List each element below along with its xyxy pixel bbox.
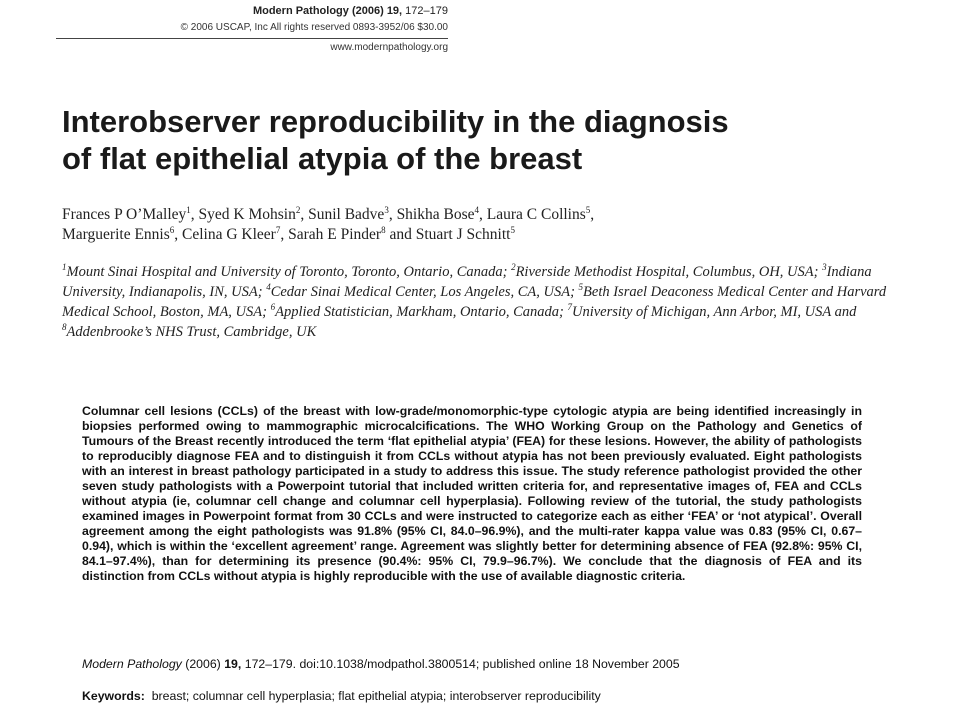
citation-year: (2006) bbox=[185, 657, 221, 671]
affiliation-number: 8 bbox=[62, 322, 67, 333]
author-name: Celina G Kleer bbox=[182, 226, 276, 243]
article-title-line-1: Interobserver reproducibility in the diagnosis bbox=[62, 104, 729, 139]
keywords-line bbox=[82, 689, 601, 704]
author-name: Shikha Bose bbox=[396, 206, 475, 223]
author-name: Stuart J Schnitt bbox=[415, 226, 511, 243]
keywords-list: breast; columnar cell hyperplasia; flat epithelial atypia; interobserver reproducibility bbox=[151, 689, 601, 703]
author-separator: and bbox=[385, 226, 416, 243]
author-name: Marguerite Ennis bbox=[62, 226, 170, 243]
affiliation-number: 1 bbox=[62, 262, 67, 273]
affiliation-text: Addenbrooke’s NHS Trust, Cambridge, UK bbox=[66, 324, 317, 340]
author-separator: , bbox=[590, 206, 595, 223]
article-title-line-2: of flat epithelial atypia of the breast bbox=[62, 141, 583, 176]
author-affiliation-marker: 7 bbox=[275, 224, 281, 235]
header-divider bbox=[56, 38, 448, 39]
author-separator: , bbox=[174, 226, 183, 243]
affiliation-text: Applied Statistician, Markham, Ontario, Canada; bbox=[275, 304, 568, 320]
article-title bbox=[62, 103, 922, 177]
affiliation-text: Riverside Methodist Hospital, Columbus, OH, USA; bbox=[515, 264, 823, 280]
author-affiliation-marker: 2 bbox=[295, 204, 301, 215]
author-name: Sunil Badve bbox=[308, 206, 385, 223]
citation-details: 172–179. doi:10.1038/modpathol.3800514; published online 18 November 2005 bbox=[244, 657, 680, 671]
affiliation-number: 7 bbox=[567, 302, 572, 313]
author-affiliation-marker: 3 bbox=[384, 204, 389, 215]
author-name: Frances P O’Malley bbox=[62, 206, 187, 223]
affiliation-text: Cedar Sinai Medical Center, Los Angeles, CA, USA; bbox=[270, 284, 579, 300]
journal-website: www.modernpathology.org bbox=[330, 42, 448, 53]
author-name: Sarah E Pinder bbox=[288, 226, 382, 243]
author-affiliation-marker: 6 bbox=[169, 224, 175, 235]
author-affiliation-marker: 1 bbox=[186, 204, 191, 215]
journal-name: Modern Pathology bbox=[252, 5, 349, 17]
citation-line bbox=[82, 657, 680, 672]
author-affiliation-marker: 4 bbox=[474, 204, 479, 215]
author-affiliation-marker: 5 bbox=[585, 204, 591, 215]
affiliation-text: Indiana University, Indianapolis, IN, USA; bbox=[62, 264, 872, 300]
author-separator: , bbox=[280, 226, 289, 243]
journal-volume: 19, bbox=[386, 5, 403, 17]
author-name: Syed K Mohsin bbox=[198, 206, 296, 223]
affiliation-number: 2 bbox=[511, 262, 516, 273]
affiliation-number: 6 bbox=[270, 302, 276, 313]
author-affiliation-marker: 8 bbox=[381, 224, 386, 235]
journal-citation-header bbox=[253, 5, 448, 17]
keywords-label: Keywords: bbox=[82, 689, 145, 703]
affiliation-number: 3 bbox=[822, 262, 827, 273]
affiliation-list bbox=[62, 262, 922, 342]
author-affiliation-marker: 5 bbox=[510, 224, 515, 235]
affiliation-number: 5 bbox=[578, 282, 584, 293]
journal-year: (2006) bbox=[351, 5, 384, 17]
author-list bbox=[62, 205, 922, 245]
citation-journal: Modern Pathology bbox=[82, 657, 182, 671]
affiliation-number: 4 bbox=[266, 282, 271, 293]
copyright-line: © 2006 USCAP, Inc All rights reserved 0893-3952/06 $30.00 bbox=[180, 22, 448, 33]
affiliation-text: Beth Israel Deaconess Medical Center and Harvard Medical School, Boston, MA, USA; bbox=[62, 284, 887, 320]
abstract: Columnar cell lesions (CCLs) of the breast with low-grade/monomorphic-type cytologic atypia are being identified increasingly in biopsies performed owing to mammographic microcalcifications. The WHO Working Group on the Pathology and Genetics of Tumours of the Breast recently introduced the term ‘flat epithelial atypia’ (FEA) for these lesions. However, the ability of pathologists to reproducibly diagnose FEA and to distinguish it from CCLs without atypia has not been previously evaluated. Eight pathologists with an interest in breast pathology participated in a study to address this issue. The study reference pathologist provided the other seven study pathologists with a Powerpoint tutorial that included written criteria for, and representative images of, FEA and CCLs without atypia (ie, columnar cell change and columnar cell hyperplasia). Following review of the tutorial, the study pathologists examined images in Powerpoint format from 30 CCLs and were instructed to categorize each as either ‘FEA’ or ‘not atypical’. Overall agreement among the eight pathologists was 91.8% (95% CI, 84.0–96.9%), and the multi-rater kappa value was 0.83 (95% CI, 0.67–0.94), which is within the ‘excellent agreement’ range. Agreement was slightly better for determining absence of FEA (92.8%: 95% CI, 84.1–97.4%), than for determining its presence (90.4%: 95% CI, 79.9–96.7%). We conclude that the diagnosis of FEA and its distinction from CCLs without atypia is highly reproducible with the use of available diagnostic criteria. bbox=[82, 404, 862, 583]
journal-pages: 172–179 bbox=[405, 5, 448, 17]
affiliation-text: University of Michigan, Ann Arbor, MI, USA and bbox=[572, 304, 857, 320]
author-separator: , bbox=[190, 206, 199, 223]
affiliation-text: Mount Sinai Hospital and University of Toronto, Toronto, Ontario, Canada; bbox=[66, 264, 512, 280]
author-separator: , bbox=[300, 206, 309, 223]
author-separator: , bbox=[479, 206, 487, 223]
citation-volume: 19, bbox=[224, 657, 242, 671]
author-name: Laura C Collins bbox=[486, 206, 586, 223]
author-separator: , bbox=[388, 206, 397, 223]
